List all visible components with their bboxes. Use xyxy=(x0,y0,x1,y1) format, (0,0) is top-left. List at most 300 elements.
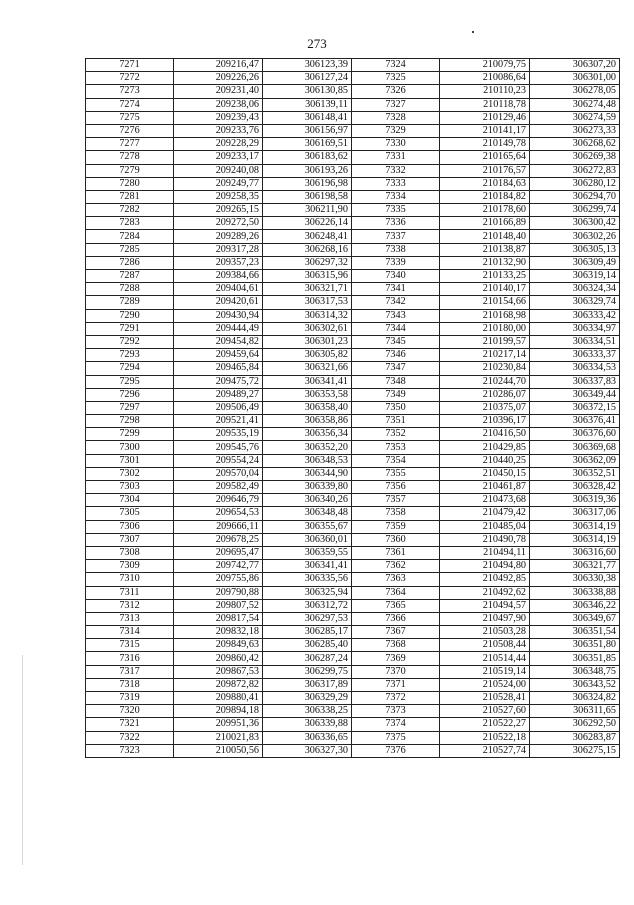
point-number-cell: 7362 xyxy=(352,560,440,573)
point-number-cell: 7273 xyxy=(86,85,174,98)
x-coordinate-cell: 209535,19 xyxy=(174,428,263,441)
x-coordinate-cell: 210527,60 xyxy=(440,705,530,718)
table-row xyxy=(86,494,620,507)
point-number-cell: 7339 xyxy=(352,256,440,269)
x-coordinate-cell: 210497,90 xyxy=(440,612,530,625)
y-coordinate-cell: 306319,36 xyxy=(530,494,620,507)
y-coordinate-cell: 306334,51 xyxy=(530,335,620,348)
point-number-cell: 7294 xyxy=(86,362,174,375)
point-number-cell: 7373 xyxy=(352,705,440,718)
y-coordinate-cell: 306130,85 xyxy=(263,85,352,98)
point-number-cell: 7337 xyxy=(352,230,440,243)
x-coordinate-cell: 210286,07 xyxy=(440,388,530,401)
y-coordinate-cell: 306299,74 xyxy=(530,204,620,217)
point-number-cell: 7305 xyxy=(86,507,174,520)
page-number: 273 xyxy=(307,36,327,51)
y-coordinate-cell: 306148,41 xyxy=(263,111,352,124)
x-coordinate-cell: 209430,94 xyxy=(174,309,263,322)
y-coordinate-cell: 306355,67 xyxy=(263,520,352,533)
y-coordinate-cell: 306183,62 xyxy=(263,151,352,164)
x-coordinate-cell: 210503,28 xyxy=(440,626,530,639)
y-coordinate-cell: 306297,32 xyxy=(263,256,352,269)
y-coordinate-cell: 306319,14 xyxy=(530,270,620,283)
x-coordinate-cell: 210492,62 xyxy=(440,586,530,599)
y-coordinate-cell: 306287,24 xyxy=(263,652,352,665)
y-coordinate-cell: 306299,75 xyxy=(263,665,352,678)
x-coordinate-cell: 210396,17 xyxy=(440,415,530,428)
y-coordinate-cell: 306301,00 xyxy=(530,72,620,85)
y-coordinate-cell: 306324,34 xyxy=(530,283,620,296)
table-row xyxy=(86,388,620,401)
table-row xyxy=(86,652,620,665)
x-coordinate-cell: 210527,74 xyxy=(440,744,530,757)
point-number-cell: 7308 xyxy=(86,546,174,559)
x-coordinate-cell: 210375,07 xyxy=(440,401,530,414)
table-row xyxy=(86,72,620,85)
x-coordinate-cell: 209817,54 xyxy=(174,612,263,625)
x-coordinate-cell: 210141,17 xyxy=(440,124,530,137)
table-row xyxy=(86,692,620,705)
point-number-cell: 7321 xyxy=(86,718,174,731)
x-coordinate-cell: 210508,44 xyxy=(440,639,530,652)
point-number-cell: 7323 xyxy=(86,744,174,757)
point-number-cell: 7324 xyxy=(352,59,440,72)
y-coordinate-cell: 306333,42 xyxy=(530,309,620,322)
coordinates-table-body xyxy=(86,59,620,758)
point-number-cell: 7274 xyxy=(86,98,174,111)
x-coordinate-cell: 209231,40 xyxy=(174,85,263,98)
coordinates-table xyxy=(85,58,620,758)
table-row xyxy=(86,586,620,599)
x-coordinate-cell: 210440,25 xyxy=(440,454,530,467)
y-coordinate-cell: 306317,53 xyxy=(263,296,352,309)
point-number-cell: 7295 xyxy=(86,375,174,388)
x-coordinate-cell: 210166,89 xyxy=(440,217,530,230)
x-coordinate-cell: 210168,98 xyxy=(440,309,530,322)
y-coordinate-cell: 306369,68 xyxy=(530,441,620,454)
y-coordinate-cell: 306325,94 xyxy=(263,586,352,599)
point-number-cell: 7353 xyxy=(352,441,440,454)
point-number-cell: 7348 xyxy=(352,375,440,388)
x-coordinate-cell: 209238,06 xyxy=(174,98,263,111)
y-coordinate-cell: 306349,44 xyxy=(530,388,620,401)
y-coordinate-cell: 306321,71 xyxy=(263,283,352,296)
table-row xyxy=(86,744,620,757)
y-coordinate-cell: 306300,42 xyxy=(530,217,620,230)
point-number-cell: 7275 xyxy=(86,111,174,124)
y-coordinate-cell: 306328,42 xyxy=(530,481,620,494)
y-coordinate-cell: 306127,24 xyxy=(263,72,352,85)
y-coordinate-cell: 306317,06 xyxy=(530,507,620,520)
point-number-cell: 7369 xyxy=(352,652,440,665)
table-row xyxy=(86,401,620,414)
point-number-cell: 7342 xyxy=(352,296,440,309)
point-number-cell: 7300 xyxy=(86,441,174,454)
point-number-cell: 7286 xyxy=(86,256,174,269)
y-coordinate-cell: 306317,89 xyxy=(263,678,352,691)
table-row xyxy=(86,98,620,111)
y-coordinate-cell: 306193,26 xyxy=(263,164,352,177)
point-number-cell: 7336 xyxy=(352,217,440,230)
scan-speck xyxy=(472,31,474,33)
point-number-cell: 7277 xyxy=(86,138,174,151)
y-coordinate-cell: 306169,51 xyxy=(263,138,352,151)
y-coordinate-cell: 306268,16 xyxy=(263,243,352,256)
x-coordinate-cell: 210148,40 xyxy=(440,230,530,243)
table-row xyxy=(86,467,620,480)
table-row xyxy=(86,138,620,151)
point-number-cell: 7351 xyxy=(352,415,440,428)
table-row xyxy=(86,270,620,283)
x-coordinate-cell: 209582,49 xyxy=(174,481,263,494)
x-coordinate-cell: 209265,15 xyxy=(174,204,263,217)
x-coordinate-cell: 209695,47 xyxy=(174,546,263,559)
x-coordinate-cell: 209258,35 xyxy=(174,190,263,203)
table-row xyxy=(86,705,620,718)
x-coordinate-cell: 210485,04 xyxy=(440,520,530,533)
y-coordinate-cell: 306341,41 xyxy=(263,560,352,573)
point-number-cell: 7349 xyxy=(352,388,440,401)
table-row xyxy=(86,573,620,586)
point-number-cell: 7359 xyxy=(352,520,440,533)
point-number-cell: 7329 xyxy=(352,124,440,137)
x-coordinate-cell: 210217,14 xyxy=(440,349,530,362)
table-row xyxy=(86,296,620,309)
x-coordinate-cell: 209880,41 xyxy=(174,692,263,705)
x-coordinate-cell: 210132,90 xyxy=(440,256,530,269)
x-coordinate-cell: 209742,77 xyxy=(174,560,263,573)
point-number-cell: 7283 xyxy=(86,217,174,230)
y-coordinate-cell: 306356,34 xyxy=(263,428,352,441)
point-number-cell: 7343 xyxy=(352,309,440,322)
y-coordinate-cell: 306302,26 xyxy=(530,230,620,243)
point-number-cell: 7338 xyxy=(352,243,440,256)
y-coordinate-cell: 306376,60 xyxy=(530,428,620,441)
y-coordinate-cell: 306376,41 xyxy=(530,415,620,428)
y-coordinate-cell: 306339,88 xyxy=(263,718,352,731)
table-row xyxy=(86,151,620,164)
x-coordinate-cell: 210021,83 xyxy=(174,731,263,744)
y-coordinate-cell: 306196,98 xyxy=(263,177,352,190)
point-number-cell: 7271 xyxy=(86,59,174,72)
table-row xyxy=(86,639,620,652)
x-coordinate-cell: 209646,79 xyxy=(174,494,263,507)
x-coordinate-cell: 209289,26 xyxy=(174,230,263,243)
x-coordinate-cell: 210176,57 xyxy=(440,164,530,177)
x-coordinate-cell: 209570,04 xyxy=(174,467,263,480)
x-coordinate-cell: 210494,57 xyxy=(440,599,530,612)
point-number-cell: 7289 xyxy=(86,296,174,309)
table-row xyxy=(86,177,620,190)
y-coordinate-cell: 306273,33 xyxy=(530,124,620,137)
table-row xyxy=(86,256,620,269)
x-coordinate-cell: 209475,72 xyxy=(174,375,263,388)
y-coordinate-cell: 306248,41 xyxy=(263,230,352,243)
y-coordinate-cell: 306353,58 xyxy=(263,388,352,401)
x-coordinate-cell: 210524,00 xyxy=(440,678,530,691)
y-coordinate-cell: 306358,86 xyxy=(263,415,352,428)
y-coordinate-cell: 306335,56 xyxy=(263,573,352,586)
table-row xyxy=(86,560,620,573)
y-coordinate-cell: 306338,88 xyxy=(530,586,620,599)
table-row xyxy=(86,441,620,454)
x-coordinate-cell: 209755,86 xyxy=(174,573,263,586)
table-row xyxy=(86,85,620,98)
x-coordinate-cell: 209459,64 xyxy=(174,349,263,362)
point-number-cell: 7345 xyxy=(352,335,440,348)
y-coordinate-cell: 306337,83 xyxy=(530,375,620,388)
y-coordinate-cell: 306351,85 xyxy=(530,652,620,665)
point-number-cell: 7352 xyxy=(352,428,440,441)
y-coordinate-cell: 306139,11 xyxy=(263,98,352,111)
x-coordinate-cell: 210138,87 xyxy=(440,243,530,256)
table-row xyxy=(86,349,620,362)
x-coordinate-cell: 210079,75 xyxy=(440,59,530,72)
y-coordinate-cell: 306338,25 xyxy=(263,705,352,718)
point-number-cell: 7299 xyxy=(86,428,174,441)
x-coordinate-cell: 209233,76 xyxy=(174,124,263,137)
x-coordinate-cell: 209894,18 xyxy=(174,705,263,718)
table-row xyxy=(86,190,620,203)
x-coordinate-cell: 209240,08 xyxy=(174,164,263,177)
x-coordinate-cell: 210086,64 xyxy=(440,72,530,85)
x-coordinate-cell: 209678,25 xyxy=(174,533,263,546)
x-coordinate-cell: 210479,42 xyxy=(440,507,530,520)
point-number-cell: 7326 xyxy=(352,85,440,98)
y-coordinate-cell: 306302,61 xyxy=(263,322,352,335)
table-row xyxy=(86,204,620,217)
x-coordinate-cell: 210140,17 xyxy=(440,283,530,296)
point-number-cell: 7284 xyxy=(86,230,174,243)
y-coordinate-cell: 306156,97 xyxy=(263,124,352,137)
x-coordinate-cell: 209807,52 xyxy=(174,599,263,612)
point-number-cell: 7317 xyxy=(86,665,174,678)
x-coordinate-cell: 210416,50 xyxy=(440,428,530,441)
point-number-cell: 7374 xyxy=(352,718,440,731)
y-coordinate-cell: 306348,53 xyxy=(263,454,352,467)
table-row xyxy=(86,124,620,137)
x-coordinate-cell: 209249,77 xyxy=(174,177,263,190)
y-coordinate-cell: 306339,80 xyxy=(263,481,352,494)
x-coordinate-cell: 210178,60 xyxy=(440,204,530,217)
table-row xyxy=(86,665,620,678)
x-coordinate-cell: 209239,43 xyxy=(174,111,263,124)
y-coordinate-cell: 306280,12 xyxy=(530,177,620,190)
y-coordinate-cell: 306324,82 xyxy=(530,692,620,705)
table-row xyxy=(86,612,620,625)
point-number-cell: 7296 xyxy=(86,388,174,401)
point-number-cell: 7331 xyxy=(352,151,440,164)
x-coordinate-cell: 210519,14 xyxy=(440,665,530,678)
y-coordinate-cell: 306352,51 xyxy=(530,467,620,480)
y-coordinate-cell: 306334,53 xyxy=(530,362,620,375)
point-number-cell: 7302 xyxy=(86,467,174,480)
point-number-cell: 7356 xyxy=(352,481,440,494)
y-coordinate-cell: 306372,15 xyxy=(530,401,620,414)
x-coordinate-cell: 210154,66 xyxy=(440,296,530,309)
point-number-cell: 7330 xyxy=(352,138,440,151)
y-coordinate-cell: 306305,13 xyxy=(530,243,620,256)
table-row xyxy=(86,731,620,744)
y-coordinate-cell: 306334,97 xyxy=(530,322,620,335)
table-row xyxy=(86,111,620,124)
x-coordinate-cell: 210149,78 xyxy=(440,138,530,151)
y-coordinate-cell: 306329,29 xyxy=(263,692,352,705)
x-coordinate-cell: 210490,78 xyxy=(440,533,530,546)
y-coordinate-cell: 306336,65 xyxy=(263,731,352,744)
point-number-cell: 7340 xyxy=(352,270,440,283)
table-row xyxy=(86,335,620,348)
y-coordinate-cell: 306309,49 xyxy=(530,256,620,269)
x-coordinate-cell: 210050,56 xyxy=(174,744,263,757)
point-number-cell: 7372 xyxy=(352,692,440,705)
point-number-cell: 7306 xyxy=(86,520,174,533)
y-coordinate-cell: 306327,30 xyxy=(263,744,352,757)
x-coordinate-cell: 210494,11 xyxy=(440,546,530,559)
x-coordinate-cell: 209489,27 xyxy=(174,388,263,401)
y-coordinate-cell: 306359,55 xyxy=(263,546,352,559)
y-coordinate-cell: 306314,19 xyxy=(530,520,620,533)
point-number-cell: 7310 xyxy=(86,573,174,586)
x-coordinate-cell: 210492,85 xyxy=(440,573,530,586)
point-number-cell: 7367 xyxy=(352,626,440,639)
y-coordinate-cell: 306348,48 xyxy=(263,507,352,520)
point-number-cell: 7368 xyxy=(352,639,440,652)
point-number-cell: 7363 xyxy=(352,573,440,586)
point-number-cell: 7364 xyxy=(352,586,440,599)
table-row xyxy=(86,322,620,335)
table-row xyxy=(86,243,620,256)
x-coordinate-cell: 210473,68 xyxy=(440,494,530,507)
point-number-cell: 7290 xyxy=(86,309,174,322)
point-number-cell: 7301 xyxy=(86,454,174,467)
table-row xyxy=(86,59,620,72)
y-coordinate-cell: 306341,41 xyxy=(263,375,352,388)
y-coordinate-cell: 306314,19 xyxy=(530,533,620,546)
table-row xyxy=(86,678,620,691)
point-number-cell: 7272 xyxy=(86,72,174,85)
point-number-cell: 7327 xyxy=(352,98,440,111)
point-number-cell: 7344 xyxy=(352,322,440,335)
x-coordinate-cell: 210450,15 xyxy=(440,467,530,480)
y-coordinate-cell: 306294,70 xyxy=(530,190,620,203)
x-coordinate-cell: 209951,36 xyxy=(174,718,263,731)
x-coordinate-cell: 209228,29 xyxy=(174,138,263,151)
y-coordinate-cell: 306211,90 xyxy=(263,204,352,217)
point-number-cell: 7357 xyxy=(352,494,440,507)
y-coordinate-cell: 306344,90 xyxy=(263,467,352,480)
x-coordinate-cell: 209444,49 xyxy=(174,322,263,335)
y-coordinate-cell: 306272,83 xyxy=(530,164,620,177)
point-number-cell: 7354 xyxy=(352,454,440,467)
x-coordinate-cell: 210184,82 xyxy=(440,190,530,203)
x-coordinate-cell: 210522,18 xyxy=(440,731,530,744)
point-number-cell: 7282 xyxy=(86,204,174,217)
point-number-cell: 7278 xyxy=(86,151,174,164)
table-row xyxy=(86,230,620,243)
point-number-cell: 7350 xyxy=(352,401,440,414)
x-coordinate-cell: 210165,64 xyxy=(440,151,530,164)
y-coordinate-cell: 306285,17 xyxy=(263,626,352,639)
point-number-cell: 7328 xyxy=(352,111,440,124)
y-coordinate-cell: 306297,53 xyxy=(263,612,352,625)
y-coordinate-cell: 306292,50 xyxy=(530,718,620,731)
x-coordinate-cell: 209272,50 xyxy=(174,217,263,230)
x-coordinate-cell: 209233,17 xyxy=(174,151,263,164)
y-coordinate-cell: 306349,67 xyxy=(530,612,620,625)
point-number-cell: 7313 xyxy=(86,612,174,625)
x-coordinate-cell: 209849,63 xyxy=(174,639,263,652)
table-row xyxy=(86,481,620,494)
point-number-cell: 7293 xyxy=(86,349,174,362)
point-number-cell: 7346 xyxy=(352,349,440,362)
y-coordinate-cell: 306305,82 xyxy=(263,349,352,362)
y-coordinate-cell: 306352,20 xyxy=(263,441,352,454)
x-coordinate-cell: 210494,80 xyxy=(440,560,530,573)
y-coordinate-cell: 306340,26 xyxy=(263,494,352,507)
table-row xyxy=(86,375,620,388)
point-number-cell: 7288 xyxy=(86,283,174,296)
x-coordinate-cell: 209521,41 xyxy=(174,415,263,428)
table-row xyxy=(86,428,620,441)
x-coordinate-cell: 209860,42 xyxy=(174,652,263,665)
y-coordinate-cell: 306329,74 xyxy=(530,296,620,309)
scan-margin-line xyxy=(22,655,23,865)
x-coordinate-cell: 210199,57 xyxy=(440,335,530,348)
y-coordinate-cell: 306278,05 xyxy=(530,85,620,98)
point-number-cell: 7279 xyxy=(86,164,174,177)
point-number-cell: 7347 xyxy=(352,362,440,375)
point-number-cell: 7315 xyxy=(86,639,174,652)
point-number-cell: 7335 xyxy=(352,204,440,217)
point-number-cell: 7320 xyxy=(86,705,174,718)
point-number-cell: 7332 xyxy=(352,164,440,177)
x-coordinate-cell: 210230,84 xyxy=(440,362,530,375)
table-row xyxy=(86,546,620,559)
y-coordinate-cell: 306312,72 xyxy=(263,599,352,612)
point-number-cell: 7292 xyxy=(86,335,174,348)
x-coordinate-cell: 209666,11 xyxy=(174,520,263,533)
x-coordinate-cell: 210180,00 xyxy=(440,322,530,335)
point-number-cell: 7341 xyxy=(352,283,440,296)
table-row xyxy=(86,217,620,230)
point-number-cell: 7297 xyxy=(86,401,174,414)
point-number-cell: 7322 xyxy=(86,731,174,744)
x-coordinate-cell: 209226,26 xyxy=(174,72,263,85)
point-number-cell: 7307 xyxy=(86,533,174,546)
x-coordinate-cell: 209465,84 xyxy=(174,362,263,375)
y-coordinate-cell: 306333,37 xyxy=(530,349,620,362)
y-coordinate-cell: 306348,75 xyxy=(530,665,620,678)
y-coordinate-cell: 306316,60 xyxy=(530,546,620,559)
point-number-cell: 7304 xyxy=(86,494,174,507)
y-coordinate-cell: 306307,20 xyxy=(530,59,620,72)
x-coordinate-cell: 210528,41 xyxy=(440,692,530,705)
y-coordinate-cell: 306330,38 xyxy=(530,573,620,586)
x-coordinate-cell: 210429,85 xyxy=(440,441,530,454)
x-coordinate-cell: 209404,61 xyxy=(174,283,263,296)
x-coordinate-cell: 209554,24 xyxy=(174,454,263,467)
point-number-cell: 7285 xyxy=(86,243,174,256)
point-number-cell: 7376 xyxy=(352,744,440,757)
x-coordinate-cell: 209454,82 xyxy=(174,335,263,348)
point-number-cell: 7325 xyxy=(352,72,440,85)
y-coordinate-cell: 306274,59 xyxy=(530,111,620,124)
point-number-cell: 7370 xyxy=(352,665,440,678)
x-coordinate-cell: 209420,61 xyxy=(174,296,263,309)
point-number-cell: 7371 xyxy=(352,678,440,691)
x-coordinate-cell: 209654,53 xyxy=(174,507,263,520)
